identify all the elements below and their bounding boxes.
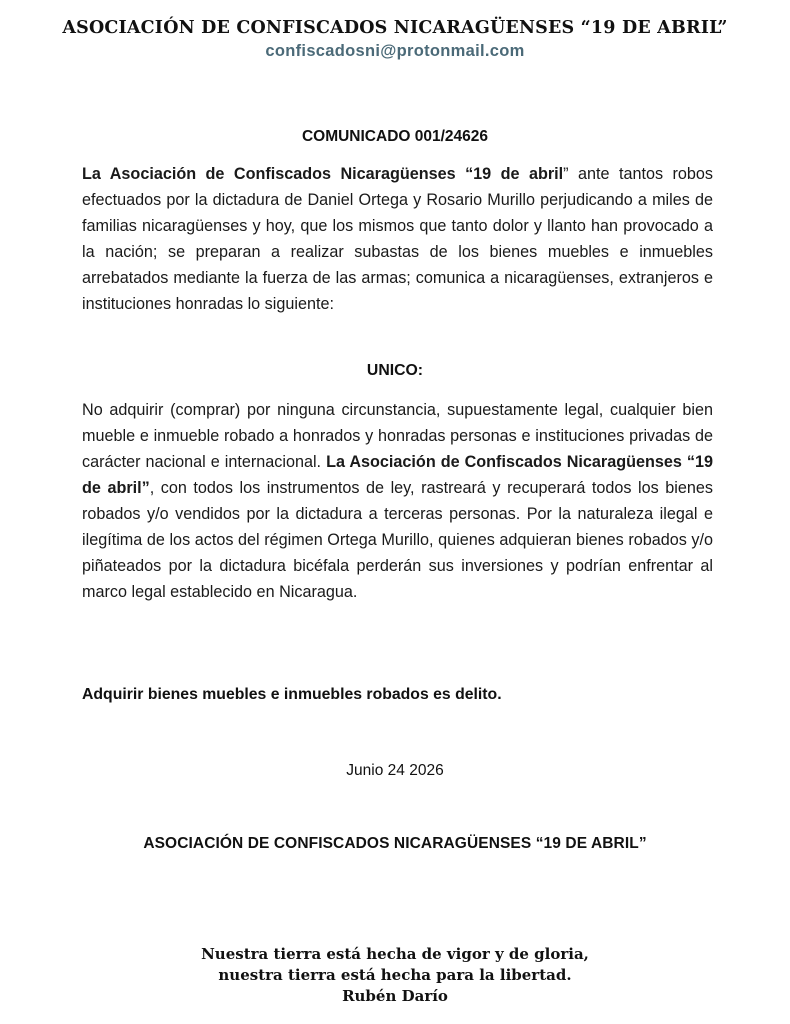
body-paragraph bbox=[82, 397, 713, 605]
intro-bold-text: La Asociación de Confiscados Nicaragüenses “19 de abril bbox=[82, 165, 564, 183]
quote-line-1: Nuestra tierra está hecha de vigor y de gloria, bbox=[201, 945, 589, 963]
body-text-start: No adquirir (comprar) por ninguna circunstancia, supuestamente legal, cualquier bien mueble e inmueble robado a honrados y honradas personas e instituciones privadas de carácter nacional e internacional. bbox=[82, 401, 713, 471]
body-bold-text: La Asociación de Confiscados Nicaragüenses “19 de abril” bbox=[82, 453, 713, 497]
intro-paragraph bbox=[82, 161, 713, 317]
communique-title: COMUNICADO 001/24626 bbox=[301, 128, 489, 145]
organization-header: ASOCIACIÓN DE CONFISCADOS NICARAGÜENSES “19 DE ABRIL” bbox=[62, 18, 728, 38]
organization-email: confiscadosni@protonmail.com bbox=[265, 42, 525, 60]
quote-block bbox=[0, 944, 790, 1007]
closing-statement: Adquirir bienes muebles e inmuebles robados es delito. bbox=[82, 686, 502, 703]
quote-author: Rubén Darío bbox=[342, 987, 448, 1005]
quote-line-2: nuestra tierra está hecha para la libertad. bbox=[218, 966, 572, 984]
body-text-end: , con todos los instrumentos de ley, rastreará y recuperará todos los bienes robados y/o vendidos por la dictadura a terceras personas. Por la naturaleza ilegal e ilegítima de los actos del régimen Ortega Murillo, quienes adquieran bienes robados y/o piñateados por la dictadura bicéfala perderán sus inversiones y podrían enfrentar al marco legal establecido en Nicaragua. bbox=[82, 479, 713, 601]
signature-block: ASOCIACIÓN DE CONFISCADOS NICARAGÜENSES “19 DE ABRIL” bbox=[143, 835, 647, 852]
document-date: Junio 24 2026 bbox=[346, 762, 444, 779]
section-heading: UNICO: bbox=[366, 362, 424, 379]
intro-text: ” ante tantos robos efectuados por la dictadura de Daniel Ortega y Rosario Murillo perjudicando a miles de familias nicaragüenses y hoy, que los mismos que tanto dolor y llanto han provocado a la nación; se preparan a realizar subastas de los bienes muebles e inmuebles arrebatados mediante la fuerza de las armas; comunica a nicaragüenses, extranjeros e instituciones honradas lo siguiente: bbox=[82, 165, 713, 313]
